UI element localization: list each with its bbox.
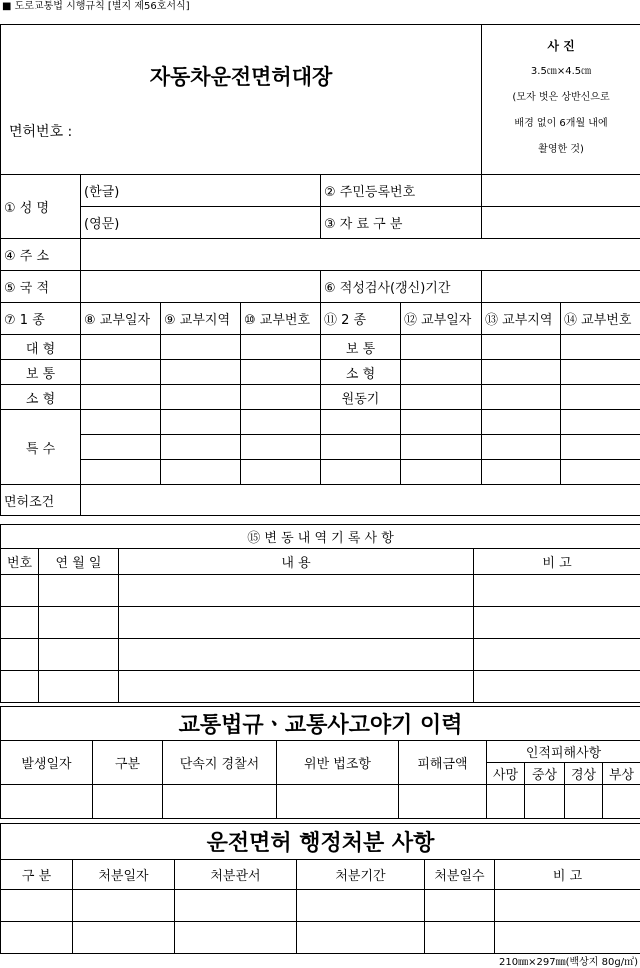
class-header-7: ⑬ 교부지역 [482, 303, 561, 335]
violation-col-police-station: 단속지 경찰서 [163, 741, 277, 785]
paper-spec: 210㎜×297㎜(백상지 80g/㎡) [499, 957, 638, 968]
class1-regular: 보 통 [1, 360, 81, 385]
administrative-disposition-title: 운전면허 행정처분 사항 [1, 824, 640, 860]
nationality-label: ⑤ 국 적 [1, 271, 81, 303]
address-label: ④ 주 소 [1, 239, 81, 271]
photo-size: 3.5㎝×4.5㎝ [530, 66, 592, 77]
license-conditions-value [81, 485, 640, 516]
photo-note-2: 배경 없이 6개월 내에 [514, 118, 608, 129]
class-header-1: ⑦ 1 종 [1, 303, 81, 335]
name-label: ① 성 명 [1, 175, 81, 239]
class-header-5: ⑪ 2 종 [321, 303, 401, 335]
class2-regular: 보 통 [321, 335, 401, 360]
license-conditions-label: 면허조건 [1, 485, 81, 516]
change-col-remarks: 비 고 [474, 549, 640, 575]
photo-note-1: (모자 벗은 상반신으로 [512, 92, 610, 103]
license-number-label: 면허번호 : [9, 124, 73, 140]
class-header-3: ⑨ 교부지역 [161, 303, 241, 335]
name-korean-field: (한글) [81, 175, 321, 207]
class1-small: 소 형 [1, 385, 81, 410]
photo-note-3: 촬영한 것) [538, 144, 584, 155]
photo-title: 사 진 [547, 39, 575, 53]
disposition-col-days: 처분일수 [425, 860, 495, 890]
administrative-disposition-table [0, 823, 640, 954]
change-history-table [0, 524, 640, 703]
change-col-content: 내 용 [119, 549, 474, 575]
address-value [81, 239, 640, 271]
violation-col-damage-amount: 피해금액 [399, 741, 487, 785]
class1-special: 특 수 [1, 410, 81, 485]
violation-history-table [0, 706, 640, 819]
license-ledger-table [0, 24, 640, 516]
casualty-serious: 중상 [525, 763, 565, 785]
casualty-minor: 경상 [565, 763, 603, 785]
disposition-col-date: 처분일자 [73, 860, 175, 890]
change-col-date: 연 월 일 [39, 549, 119, 575]
resident-number-value [482, 175, 640, 207]
change-col-number: 번호 [1, 549, 39, 575]
disposition-col-type: 구 분 [1, 860, 73, 890]
disposition-col-remarks: 비 고 [495, 860, 640, 890]
form-reference: ■ 도로교통법 시행규칙 [별지 제56호서식] [2, 1, 190, 12]
violation-col-type: 구분 [93, 741, 163, 785]
casualty-death: 사망 [487, 763, 525, 785]
disposition-col-office: 처분관서 [175, 860, 297, 890]
aptitude-test-label: ⑥ 적성검사(갱신)기간 [321, 271, 482, 303]
class-header-6: ⑫ 교부일자 [401, 303, 482, 335]
photo-box [482, 25, 640, 175]
name-english-field: (영문) [81, 207, 321, 239]
disposition-col-period: 처분기간 [297, 860, 425, 890]
violation-col-law-article: 위반 법조항 [277, 741, 399, 785]
class1-large: 대 형 [1, 335, 81, 360]
ledger-title-cell [1, 25, 482, 175]
data-type-value [482, 207, 640, 239]
ledger-title: 자동차운전면허대장 [149, 65, 333, 89]
violation-history-title: 교통법규ㆍ교통사고야기 이력 [1, 707, 640, 741]
class2-motorized-bicycle: 원동기 [321, 385, 401, 410]
class-header-8: ⑭ 교부번호 [561, 303, 640, 335]
class-header-2: ⑧ 교부일자 [81, 303, 161, 335]
data-type-label: ③ 자 료 구 분 [321, 207, 482, 239]
class-header-4: ⑩ 교부번호 [241, 303, 321, 335]
nationality-value [81, 271, 321, 303]
aptitude-test-value [482, 271, 640, 303]
violation-col-casualties: 인적피해사항 [487, 741, 640, 763]
class2-small: 소 형 [321, 360, 401, 385]
change-history-title: ⑮ 변 동 내 역 기 록 사 항 [1, 525, 640, 549]
violation-col-date: 발생일자 [1, 741, 93, 785]
casualty-injury: 부상 [603, 763, 640, 785]
resident-number-label: ② 주민등록번호 [321, 175, 482, 207]
